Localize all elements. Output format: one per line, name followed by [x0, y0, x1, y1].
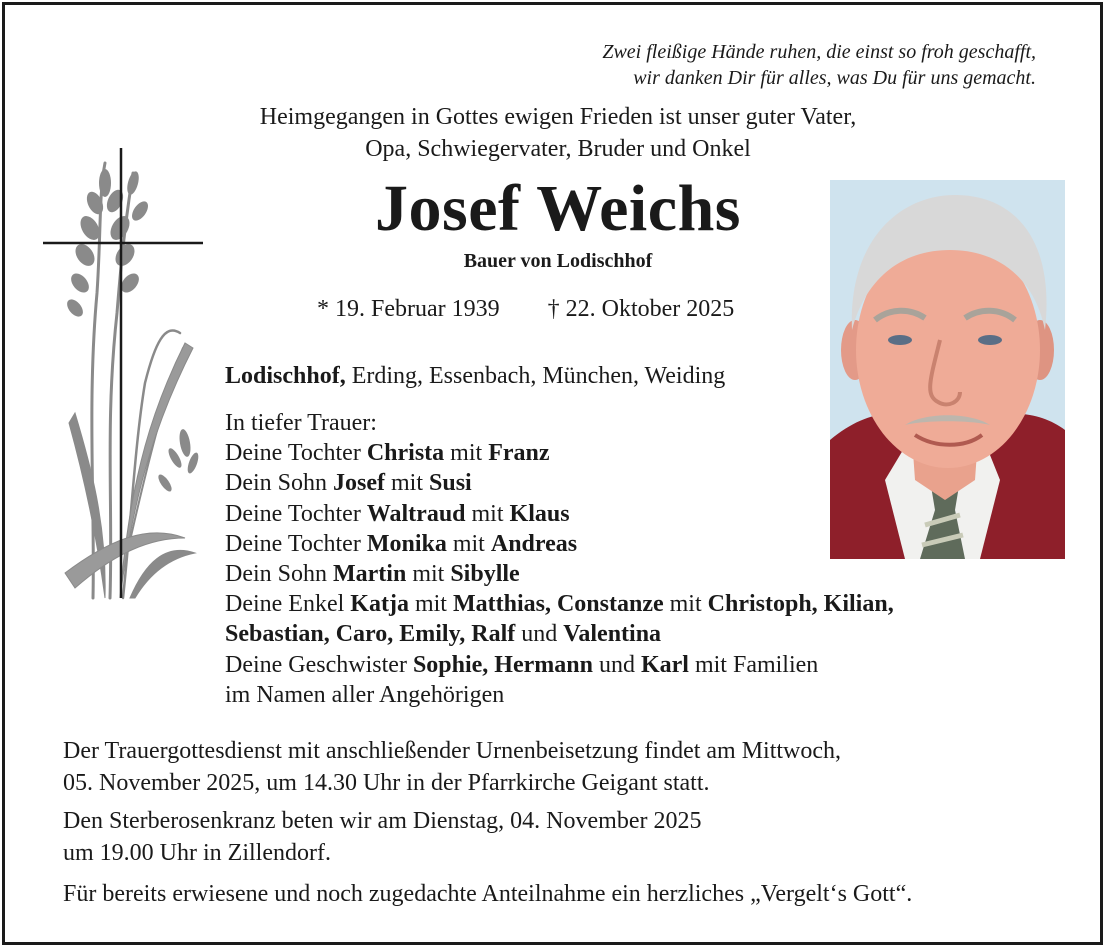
mourner-name: Sophie, Hermann: [412, 651, 593, 678]
place-main: Lodischhof,: [225, 363, 346, 389]
service-line-2: 05. November 2025, um 14.30 Uhr in der Pfarrkirche Geigant statt.: [63, 770, 710, 796]
mourner-line: [225, 559, 894, 589]
connector: mit: [446, 530, 491, 557]
connector: mit: [444, 440, 489, 467]
connector: mit: [406, 560, 451, 587]
birth-date: * 19. Februar 1939: [317, 296, 500, 322]
partner-name: Christoph, Kilian,: [707, 591, 894, 618]
partner-name: Susi: [429, 470, 472, 497]
mourner-name: Valentina: [563, 621, 662, 648]
mourner-line: [225, 468, 894, 498]
connector: mit Familien: [688, 651, 819, 678]
partner-name: Sibylle: [450, 560, 520, 587]
partner-name: Klaus: [509, 500, 570, 527]
mourner-name: Karl: [640, 651, 689, 678]
relation: Dein Sohn: [225, 470, 333, 497]
mourner-line: [225, 650, 894, 680]
rosary-info: [63, 805, 701, 869]
mourner-line: [225, 619, 894, 649]
connector: mit: [663, 591, 708, 618]
relation: Deine Tochter: [225, 440, 367, 467]
death-date: † 22. Oktober 2025: [547, 296, 735, 322]
mourner-name: Josef: [333, 470, 385, 497]
mourner-line: [225, 438, 894, 468]
mourners-closing: im Namen aller Angehörigen: [225, 681, 505, 708]
mourner-name: Christa: [366, 440, 445, 467]
mourner-name: Katja: [350, 591, 409, 618]
funeral-service-info: [63, 735, 841, 799]
mourners-list: [225, 408, 894, 710]
connector: und: [592, 651, 641, 678]
connector: mit: [408, 591, 453, 618]
portrait-photo: [830, 180, 1065, 559]
thanks-note: Für bereits erwiesene und noch zugedachte Anteilnahme ein herzliches „Vergelt‘s Gott“.: [63, 881, 913, 907]
verse-line-1: Zwei fleißige Hände ruhen, die einst so froh geschafft,: [602, 41, 1036, 63]
deceased-name: Josef Weichs: [375, 172, 741, 245]
connector: und: [515, 621, 564, 648]
mourner-name: Waltraud: [366, 500, 466, 527]
mourner-line: [225, 589, 894, 619]
relation: Deine Tochter: [225, 530, 367, 557]
obituary-notice: [2, 2, 1103, 945]
mourner-line: [225, 499, 894, 529]
partner-name: Matthias, Constanze: [452, 591, 664, 618]
intro-line-1: Heimgegangen in Gottes ewigen Frieden ist unser guter Vater,: [259, 104, 857, 130]
relation: Deine Geschwister: [225, 651, 413, 678]
mourner-name: Monika: [366, 530, 447, 557]
place-list: Erding, Essenbach, München, Weiding: [345, 363, 726, 389]
connector: mit: [465, 500, 510, 527]
rosary-line-1: Den Sterberosenkranz beten wir am Dienstag, 04. November 2025: [63, 808, 702, 834]
partner-name: Franz: [488, 440, 550, 467]
rosary-line-2: um 19.00 Uhr in Zillendorf.: [63, 840, 331, 866]
mourner-name: Sebastian, Caro, Emily, Ralf: [225, 621, 516, 648]
relation: Deine Enkel: [225, 591, 351, 618]
mourner-line: [225, 529, 894, 559]
mourner-name: Martin: [333, 560, 407, 587]
deceased-occupation: Bauer von Lodischhof: [463, 250, 653, 272]
service-line-1: Der Trauergottesdienst mit anschließender Urnenbeisetzung findet am Mittwoch,: [63, 738, 842, 764]
partner-name: Andreas: [490, 530, 578, 557]
family-places: [225, 360, 725, 392]
intro-line-2: Opa, Schwiegervater, Bruder und Onkel: [365, 136, 751, 162]
memorial-verse: [602, 39, 1036, 91]
connector: mit: [384, 470, 429, 497]
verse-line-2: wir danken Dir für alles, was Du für uns gemacht.: [633, 67, 1036, 89]
life-dates: [317, 293, 734, 325]
mourners-heading: In tiefer Trauer:: [225, 410, 377, 436]
relation: Deine Tochter: [225, 500, 367, 527]
relation: Dein Sohn: [225, 560, 333, 587]
